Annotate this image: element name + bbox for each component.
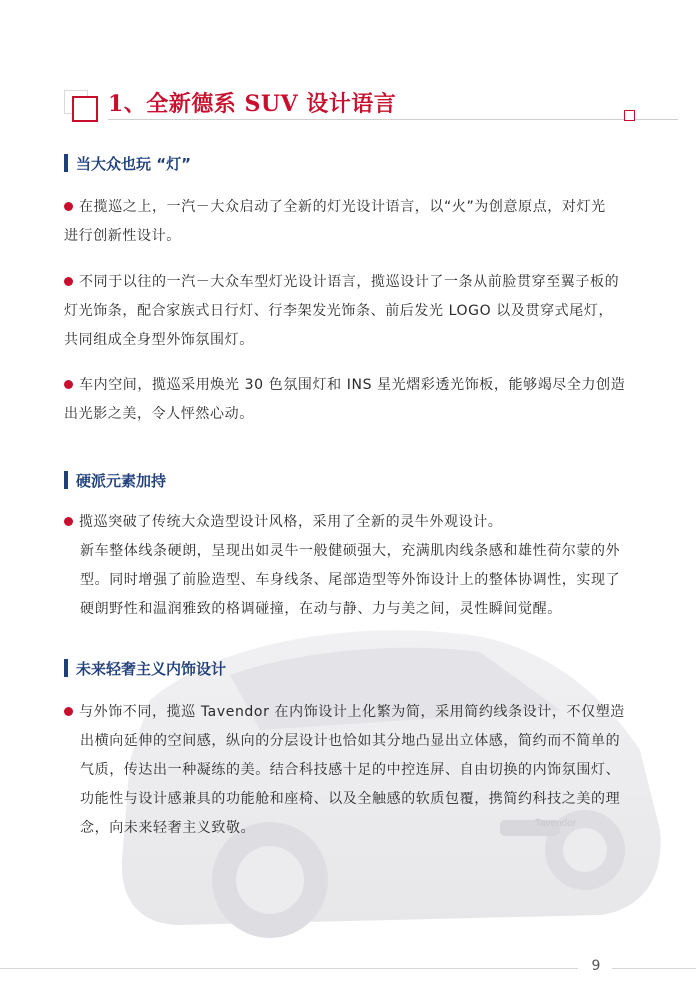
heading-bar-icon <box>64 154 68 172</box>
paragraph-line: 功能性与设计感兼具的功能舱和座椅、以及全触感的软质包覆，携简约科技之美的理 <box>80 791 621 807</box>
paragraph-line: 车内空间，揽巡采用焕光 30 色氛围灯和 INS 星光熠彩透光饰板，能够竭尽全力创造 <box>79 377 626 393</box>
paragraph-line: 不同于以往的一汽－大众车型灯光设计语言，揽巡设计了一条从前脸贯穿至翼子板的 <box>79 274 620 290</box>
paragraph-line: 灯光饰条，配合家族式日行灯、行李架发光饰条、前后发光 LOGO 以及贯穿式尾灯， <box>64 303 614 319</box>
section-heading-text: 未来轻奢主义内饰设计 <box>76 659 227 678</box>
paragraph-line: 共同组成全身型外饰氛围灯。 <box>64 332 254 348</box>
paragraph-line: 气质，传达出一种凝练的美。结合科技感十足的中控连屏、自由切换的内饰氛围灯、 <box>80 762 621 778</box>
paragraph <box>64 268 640 355</box>
paragraph-line: 与外饰不同，揽巡 Tavendor 在内饰设计上化繁为简，采用简约线条设计，不仅塑造 <box>79 704 625 720</box>
section-heading-lights <box>64 152 191 174</box>
footer-divider <box>612 968 696 969</box>
paragraph-line: 出横向延伸的空间感，纵向的分层设计也恰如其分地凸显出立体感，简约而不简单的 <box>80 733 621 749</box>
heading-bar-icon <box>64 471 68 489</box>
bullet-dot-icon <box>64 707 73 716</box>
chapter-title: 1、全新德系 SUV 设计语言 <box>108 91 397 117</box>
decorative-small-square <box>624 110 635 121</box>
heading-bar-icon <box>64 659 68 677</box>
paragraph-line: 在揽巡之上，一汽－大众启动了全新的灯光设计语言，以“火”为创意原点，对灯光 <box>79 199 606 215</box>
section-heading-interior <box>64 657 226 679</box>
section-heading-text: 硬派元素加持 <box>76 471 167 490</box>
paragraph <box>64 193 640 251</box>
paragraph-line: 揽巡突破了传统大众造型设计风格，采用了全新的灵牛外观设计。 <box>79 514 503 530</box>
bullet-dot-icon <box>64 277 73 286</box>
car-badge-text: Tavendor <box>535 818 577 829</box>
paragraph-line: 进行创新性设计。 <box>64 228 181 244</box>
paragraph <box>64 508 640 624</box>
footer-divider <box>0 968 578 969</box>
paragraph-line: 新车整体线条硬朗，呈现出如灵牛一般健硕强大，充满肌肉线条感和雄性荷尔蒙的外 <box>80 543 621 559</box>
section-heading-text: 当大众也玩 “灯” <box>76 154 191 173</box>
paragraph-line: 硬朗野性和温润雅致的格调碰撞，在动与静、力与美之间，灵性瞬间觉醒。 <box>80 601 562 617</box>
decorative-square-red <box>72 96 98 122</box>
bullet-dot-icon <box>64 517 73 526</box>
page-number: 9 <box>591 958 601 974</box>
paragraph <box>64 698 640 843</box>
chapter-header <box>64 84 644 124</box>
header-divider <box>108 119 678 120</box>
bullet-dot-icon <box>64 202 73 211</box>
paragraph-line: 出光影之美，令人怦然心动。 <box>64 406 254 422</box>
bullet-dot-icon <box>64 380 73 389</box>
paragraph <box>64 371 640 429</box>
paragraph-line: 型。同时增强了前脸造型、车身线条、尾部造型等外饰设计上的整体协调性，实现了 <box>80 572 621 588</box>
paragraph-line: 念，向未来轻奢主义致敬。 <box>80 820 256 836</box>
section-heading-hardcore <box>64 469 166 491</box>
